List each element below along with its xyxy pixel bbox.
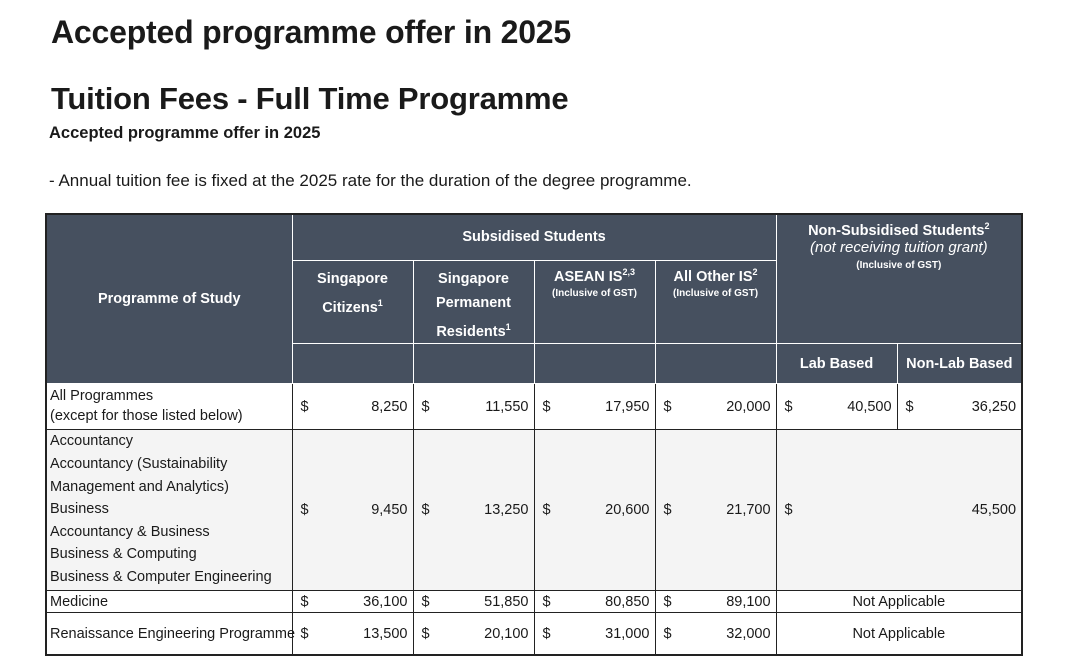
- fee-spr: $ 13,250: [413, 430, 534, 591]
- page-title: Tuition Fees - Full Time Programme: [51, 81, 569, 116]
- tuition-fees-table: [45, 213, 1023, 656]
- fee-note: - Annual tuition fee is fixed at the 2025 rate for the duration of the degree programme.: [49, 171, 692, 190]
- fee-other: $ 32,000: [655, 613, 776, 655]
- fee-other: $ 20,000: [655, 384, 776, 430]
- fee-not-applicable: Not Applicable: [776, 591, 1022, 613]
- fee-nonsub-merged: $ 45,500: [776, 430, 1022, 591]
- fee-asean: $ 80,850: [534, 591, 655, 613]
- row-programme: Accountancy Accountancy (Sustainability Management and Analytics) Business Accountancy & Business Business & Computing Business & Computer Engineering: [46, 430, 292, 591]
- fee-asean: $ 20,600: [534, 430, 655, 591]
- header-spr-cont: [413, 344, 534, 384]
- table-row: [46, 591, 1022, 613]
- header-sc-cont: [292, 344, 413, 384]
- header-sc: Singapore Citizens$^1$: [292, 260, 413, 344]
- fee-spr: $ 51,850: [413, 591, 534, 613]
- header-programme: [46, 214, 292, 384]
- header-other: All Other $IS^2$ (Inclusive of GST): [655, 260, 776, 344]
- fee-spr: $ 20,100: [413, 613, 534, 655]
- page-subtitle: Accepted programme offer in 2025: [49, 124, 321, 142]
- header-asean: ASEAN IS$^{2,3}$ (Inclusive of GST): [534, 260, 655, 344]
- header-asean-note: (Inclusive of GST): [551, 288, 637, 300]
- header-spr: Singapore Permanent Residents$^1$: [413, 260, 534, 344]
- row-programme: Medicine: [46, 591, 292, 613]
- header-other-note: (Inclusive of GST): [673, 288, 759, 300]
- header-nonlab: Non-Lab Based: [897, 344, 1022, 384]
- header-asean-cont: [534, 344, 655, 384]
- header-lab: Lab Based: [776, 344, 897, 384]
- table-row: [46, 613, 1022, 655]
- fee-sc: $ 8,250: [292, 384, 413, 430]
- fee-other: $ 89,100: [655, 591, 776, 613]
- table-row: [46, 384, 1022, 430]
- fee-sc: $ 9,450: [292, 430, 413, 591]
- table-row: [46, 430, 1022, 591]
- fee-lab: $ 40,500: [776, 384, 897, 430]
- fee-asean: $ 31,000: [534, 613, 655, 655]
- fee-sc: $ 13,500: [292, 613, 413, 655]
- fee-asean: $ 17,950: [534, 384, 655, 430]
- fee-sc: $ 36,100: [292, 591, 413, 613]
- fee-other: $ 21,700: [655, 430, 776, 591]
- header-subsidised-label: Subsidised Students: [462, 229, 606, 246]
- header-nonsub-note: (Inclusive of GST): [856, 259, 942, 271]
- fee-not-applicable: Not Applicable: [776, 613, 1022, 655]
- page-heading: Accepted programme offer in 2025: [51, 14, 571, 50]
- header-nonsub-italic: (not receiving tuition grant): [810, 238, 988, 256]
- fee-spr: $ 11,550: [413, 384, 534, 430]
- header-nonsub-label: Non-Subsidised Students$^2$: [808, 221, 990, 239]
- row-programme: Renaissance Engineering Programme: [46, 613, 292, 655]
- header-other-cont: [655, 344, 776, 384]
- header-subsidised: [292, 214, 776, 260]
- row-programme: All Programmes (except for those listed below): [46, 384, 292, 430]
- header-nonsubsidised: [776, 214, 1022, 344]
- fee-nonlab: $ 36,250: [897, 384, 1022, 430]
- header-programme-label: Programme of Study: [97, 291, 241, 308]
